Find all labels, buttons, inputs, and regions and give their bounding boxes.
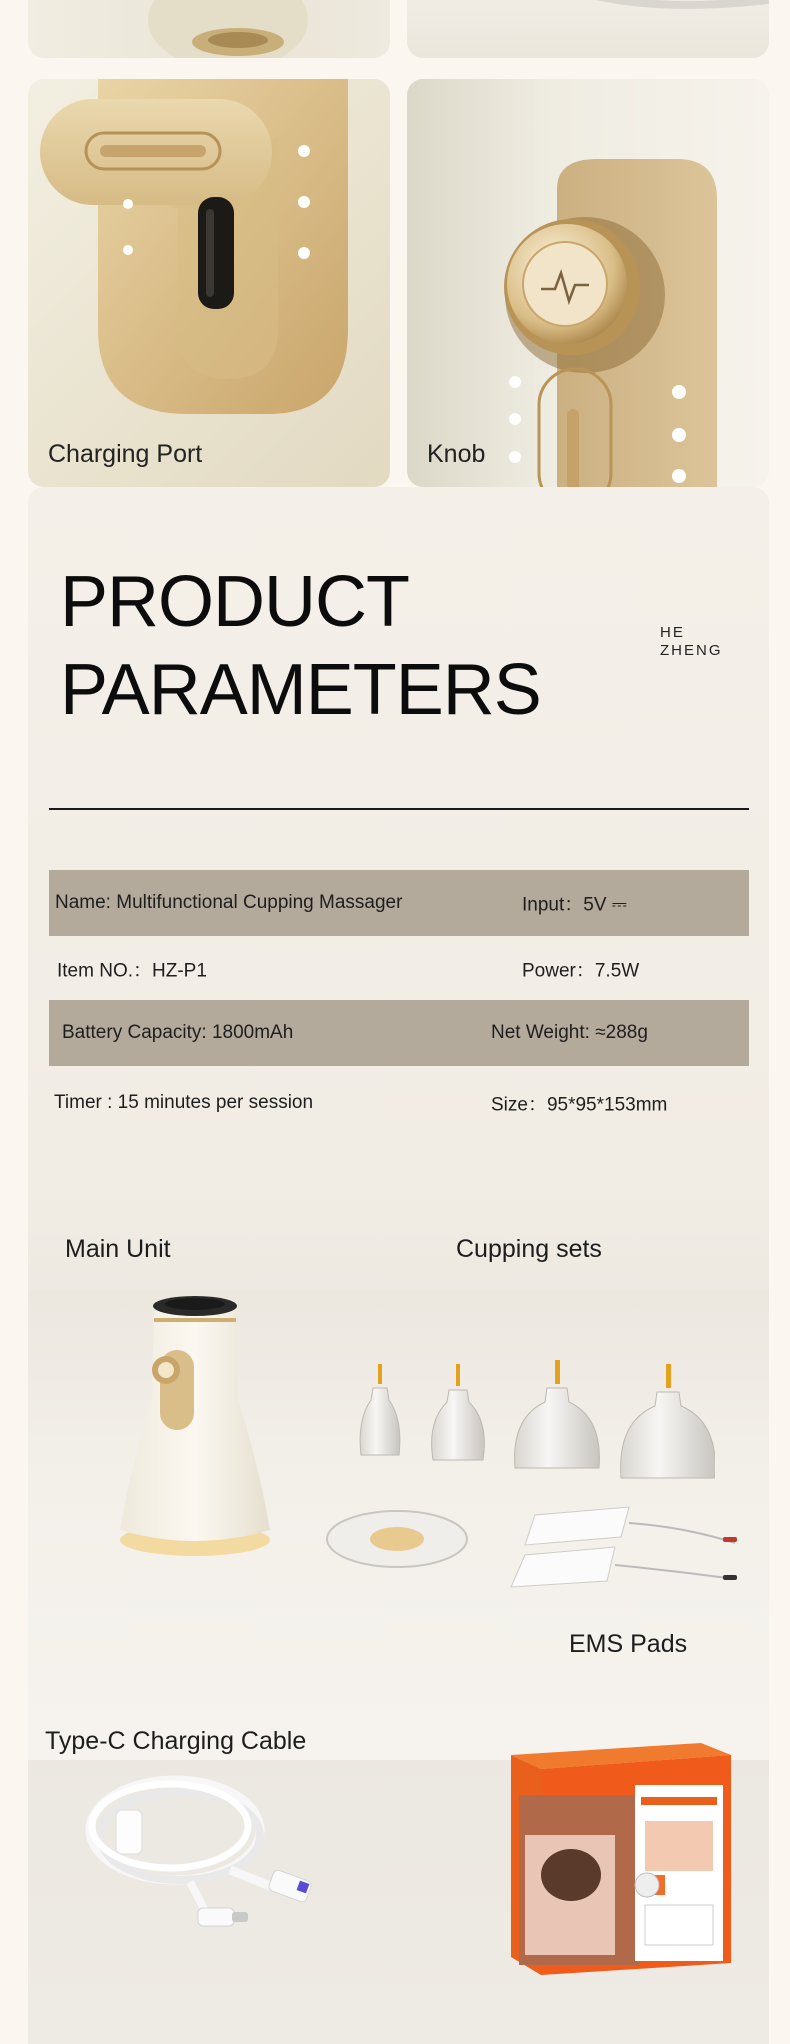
brand-logo-text (660, 624, 723, 660)
charging-port-label: Charging Port (48, 440, 203, 468)
product-box-image (505, 1725, 735, 1975)
param-row (49, 1070, 749, 1136)
main-unit-image (110, 1290, 280, 1560)
brand-line-1: HE (660, 624, 685, 641)
product-parameters-title (60, 558, 620, 734)
cupping-cups-image (355, 1360, 715, 1500)
title-line-2: PARAMETERS (60, 650, 541, 730)
cupping-sets-label: Cupping sets (456, 1235, 602, 1263)
param-net-weight: Net Weight: ≈288g (491, 1022, 648, 1043)
param-row (49, 1000, 749, 1066)
type-c-cable-image (80, 1770, 320, 1940)
param-timer: Timer : 15 minutes per session (54, 1092, 314, 1113)
param-size: Size：95*95*153mm (491, 1094, 668, 1116)
brand-line-2: ZHENG (660, 642, 723, 659)
type-c-cable-label: Type-C Charging Cable (45, 1727, 307, 1755)
title-divider (49, 808, 749, 810)
param-input: Input：5V ⎓ (522, 894, 627, 916)
knob-card (407, 79, 769, 487)
title-line-1: PRODUCT (60, 562, 409, 642)
main-unit-label: Main Unit (65, 1235, 171, 1263)
param-power: Power：7.5W (522, 960, 640, 982)
device-top-image (28, 0, 390, 58)
knob-label: Knob (427, 440, 486, 468)
param-name: Name: Multifunctional Cupping Massager (55, 892, 403, 913)
param-row (49, 870, 749, 936)
ems-pads-label: EMS Pads (569, 1630, 688, 1658)
ems-pads-image (325, 1505, 765, 1605)
device-top-photo-card (28, 0, 390, 58)
param-row (49, 936, 749, 1002)
cup-top-photo-card (407, 0, 769, 58)
param-item-no: Item NO.：HZ-P1 (57, 960, 207, 982)
knob-image (407, 79, 769, 487)
charging-port-image (28, 79, 390, 487)
cup-rim-image (407, 0, 769, 58)
param-battery: Battery Capacity: 1800mAh (62, 1022, 294, 1043)
charging-port-card (28, 79, 390, 487)
